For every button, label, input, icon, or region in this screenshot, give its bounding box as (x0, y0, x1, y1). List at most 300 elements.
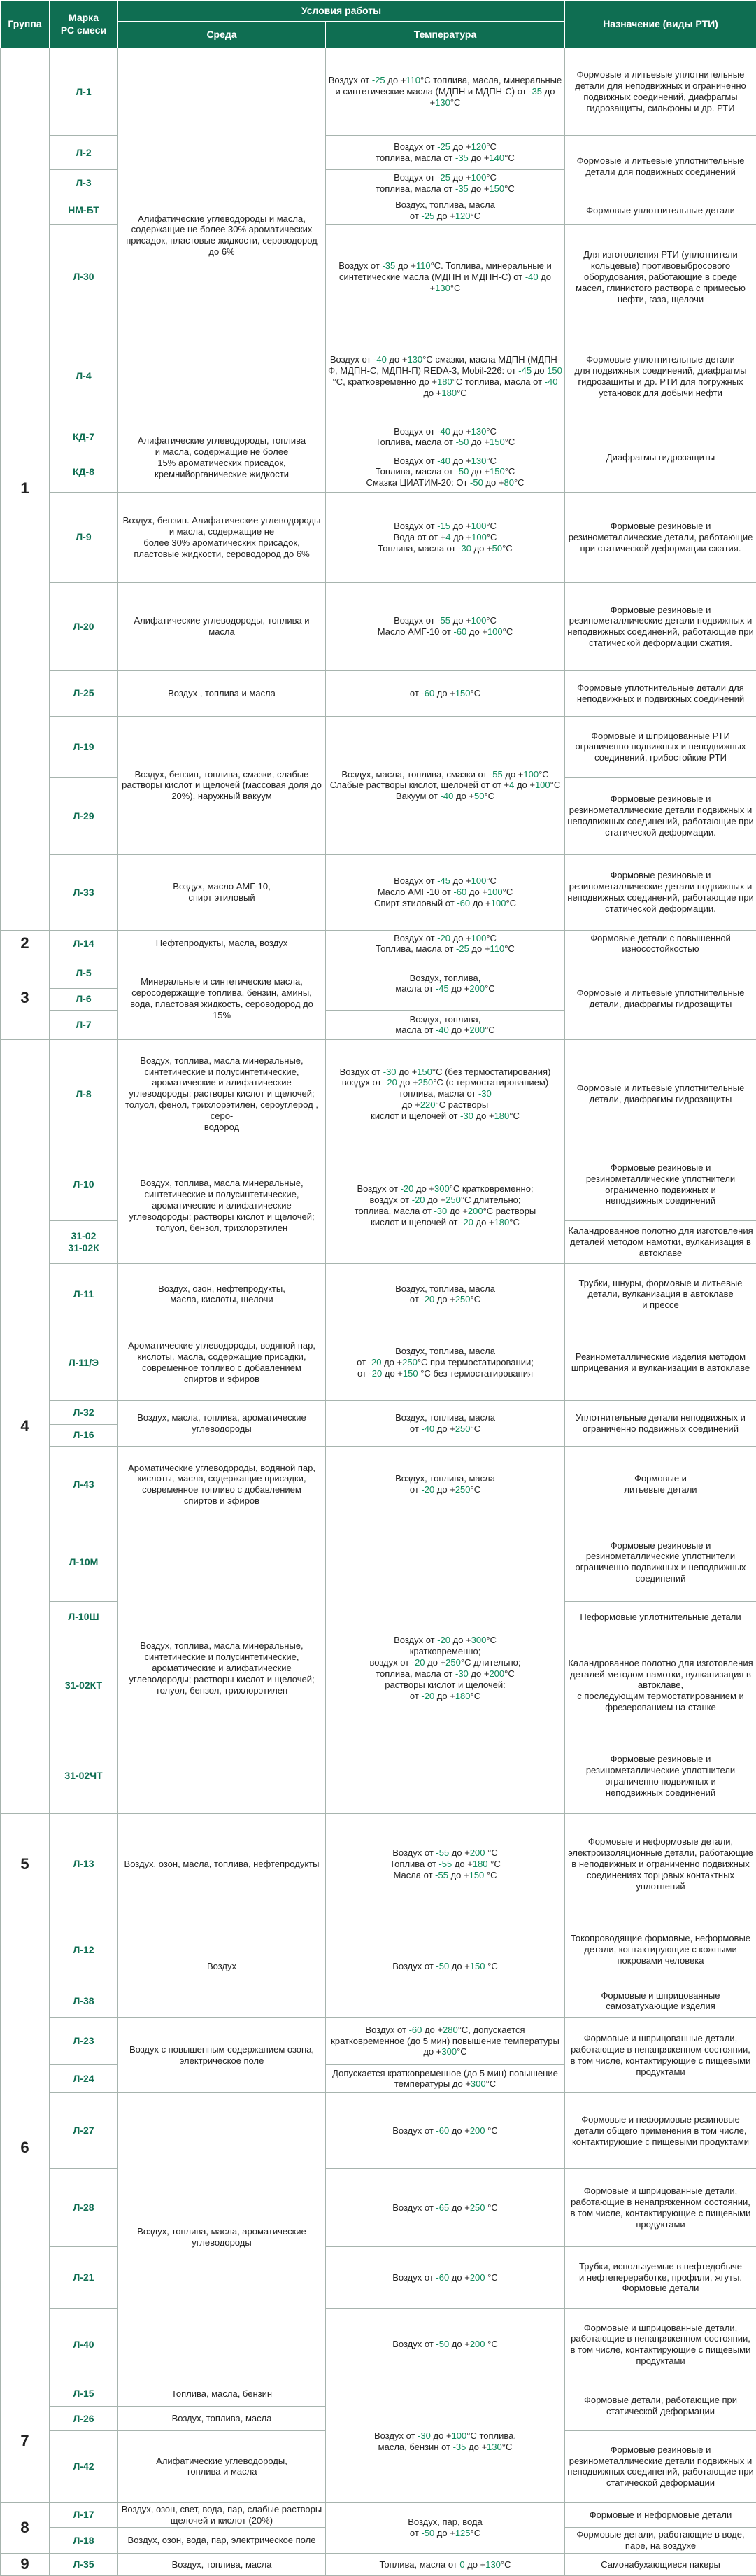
temperature-value: -20 (411, 1195, 425, 1206)
purpose-cell: Формовые резиновые и резинометаллические детали, работающие при статической деформации сжатия. (565, 493, 756, 582)
environment-cell: Воздух, масла, топлива, ароматические углеводороды (118, 1400, 326, 1446)
temperature-value: 0 (459, 2559, 465, 2570)
temperature-value: 150 (489, 183, 505, 194)
header-conditions: Условия работы (118, 1, 565, 22)
temperature-text: °C (485, 2339, 498, 2350)
purpose-cell: Формовые и шприцованные детали, работающие в ненапряженном состоянии, в том числе, контактирующие с пищевыми продуктами (565, 2169, 756, 2247)
mark-cell: Л-35 (50, 2554, 118, 2576)
temperature-cell (326, 493, 565, 582)
environment-cell: Ароматические углеводороды, водяной пар, кислоты, масла, содержащие присадки, современное топливо с добавлением спиртов и эфиров (118, 1446, 326, 1523)
environment-cell: Воздух (118, 1915, 326, 2018)
environment-cell: Алифатические углеводороды и масла, содержащие не более 30% ароматических присадок, пластовые жидкости, сероводород до 6% (118, 48, 326, 423)
temperature-text: Воздух от (392, 2125, 436, 2136)
temperature-value: 200 (469, 2272, 485, 2283)
environment-cell: Воздух, озон, вода, пар, электрическое поле (118, 2528, 326, 2554)
temperature-text: °C, кратковременно до + (332, 376, 437, 387)
temperature-text: °C растворы кислот и щелочей от (371, 1206, 536, 1227)
temperature-text: до + (448, 1025, 470, 1036)
temperature-text: Воздух от (392, 1960, 436, 1971)
temperature-value: -50 (455, 437, 469, 448)
temperature-text: °C (504, 437, 515, 448)
temperature-value: 250 (418, 1077, 434, 1088)
purpose-cell: Трубки, используемые в нефтедобыче и нефтепереработке, профили, жгуты. Формовые детали (565, 2247, 756, 2309)
temperature-text: °C (501, 2441, 513, 2452)
temperature-text: до + (449, 2202, 470, 2213)
temperature-value: -40 (435, 1025, 449, 1036)
temperature-text: до + (425, 1195, 446, 1206)
temperature-value: 150 (469, 1869, 485, 1880)
temperature-text: Воздух, топлива, масла от (395, 1412, 495, 1434)
temperature-value: 250 (445, 1657, 461, 1668)
temperature-value: -20 (437, 1635, 450, 1646)
temperature-text: до + (429, 86, 555, 108)
temperature-text: °C (485, 1960, 498, 1971)
temperature-text: °C Топлива, масла от (376, 932, 497, 955)
temperature-text: Воздух, топлива, масла от (395, 972, 481, 994)
group-cell: 9 (1, 2554, 50, 2576)
temperature-text: Допускается кратковременное (до 5 мин) повышение температуры до + (332, 2067, 558, 2090)
group-cell: 3 (1, 957, 50, 1040)
temperature-value: -20 (421, 1690, 435, 1701)
temperature-value: 180 (494, 1111, 510, 1122)
environment-cell: Воздух , топлива и масла (118, 670, 326, 716)
temperature-cell (326, 2093, 565, 2169)
temperature-text: °C (470, 1484, 481, 1495)
temperature-cell (326, 1915, 565, 2018)
header-mark: Марка РС смеси (50, 1, 118, 48)
mark-cell: Л-18 (50, 2528, 118, 2554)
temperature-text: до + (466, 626, 487, 638)
purpose-cell: Трубки, шнуры, формовые и литьевые детали, вулканизация в автоклаве и прессе (565, 1264, 756, 1325)
temperature-value: 300 (434, 1183, 450, 1195)
mark-cell: Л-5 (50, 957, 118, 989)
temperature-value: 200 (469, 1025, 485, 1036)
temperature-cell (326, 170, 565, 197)
temperature-text: °C (504, 943, 515, 955)
temperature-value: -50 (436, 1960, 450, 1971)
temperature-text: °C Масло АМГ-10 от (377, 615, 497, 638)
purpose-cell: Формовые резиновые и резинометаллические уплотнители ограниченно подвижных и неподвижных соединений (565, 1148, 756, 1221)
temperature-value: 200 (469, 2339, 485, 2350)
temperature-text: °C Топлива, масла от (375, 425, 497, 448)
mark-cell: 31-02КТ (50, 1633, 118, 1738)
purpose-cell: Формовые детали, работающие при статической деформации (565, 2381, 756, 2430)
temperature-value: 100 (471, 615, 487, 626)
temperature-value: -20 (368, 1357, 382, 1368)
temperature-cell (326, 854, 565, 930)
temperature-text: °C Топлива, масла от (375, 455, 497, 477)
environment-cell: Воздух, топлива, масла минеральные, синтетические и полусинтетические, ароматические и алифатические углеводороды; растворы кислот и щелочей; толуол, бензол, трихлорэтилен (118, 1523, 326, 1813)
temperature-text: до + (450, 615, 471, 626)
temperature-value: 130 (471, 425, 487, 437)
temperature-value: 100 (471, 172, 487, 183)
temperature-value: -55 (435, 1869, 448, 1880)
group-cell: 6 (1, 1915, 50, 2381)
temperature-text: до + (468, 1668, 490, 1679)
purpose-cell: Самонабухающиеся пакеры (565, 2554, 756, 2576)
purpose-cell: Формовые и литьевые уплотнительные детали для подвижных соединений (565, 136, 756, 197)
purpose-cell: Формовые и шприцованные детали, работающие в ненапряженном состоянии, в том числе, контактирующие с пищевыми продуктами (565, 2308, 756, 2381)
temperature-text: до + (469, 437, 490, 448)
temperature-value: 100 (490, 898, 506, 909)
temperature-text: Воздух, топлива, масла от (395, 1283, 495, 1305)
temperature-cell (326, 1148, 565, 1264)
mark-cell: Л-9 (50, 493, 118, 582)
temperature-value: 280 (443, 2024, 458, 2035)
purpose-cell: Формовые и литьевые детали (565, 1446, 756, 1523)
temperature-value: 150 (417, 1066, 432, 1077)
mark-cell: КД-8 (50, 451, 118, 493)
mark-cell: Л-42 (50, 2430, 118, 2502)
purpose-cell: Формовые детали с повышенной износостойкостью (565, 930, 756, 957)
temperature-value: 4 (509, 780, 515, 791)
temperature-value: 200 (469, 2125, 485, 2136)
temperature-text: °C без термостатирования (418, 1368, 534, 1379)
purpose-cell: Формовые резиновые и резинометаллические уплотнители ограниченно подвижных и неподвижных соединений (565, 1738, 756, 1814)
mark-cell: КД-7 (50, 423, 118, 451)
temperature-value: 4 (445, 532, 451, 543)
temperature-value: 250 (469, 2202, 485, 2213)
temperature-text: °C (506, 898, 517, 909)
group-cell: 7 (1, 2381, 50, 2502)
temperature-text: до + (450, 425, 471, 437)
temperature-text: Воздух, масла, топлива, смазки от (341, 768, 490, 780)
mark-cell: Л-16 (50, 1425, 118, 1447)
temperature-text: °C (485, 2078, 497, 2090)
temperature-text: °C. Топлива, минеральные и синтетические масла (МДПН и МДПН-С) от (338, 260, 552, 282)
temperature-text: до + (396, 1066, 418, 1077)
mark-cell: 31-02 31-02К (50, 1221, 118, 1264)
temperature-cell (326, 2247, 565, 2309)
temperature-value: 150 (490, 466, 505, 477)
environment-cell: Воздух, топлива, масла минеральные, синтетические и полусинтетические, ароматические и алифатические углеводороды; растворы кислот и щелочей; толуол, фенол, трихлорэтилен, сероуглерод , серо- водород (118, 1040, 326, 1148)
temperature-text: до + (422, 2024, 443, 2035)
temperature-value: -60 (408, 2024, 422, 2035)
temperature-value: 100 (471, 532, 487, 543)
temperature-text: Воздух от (394, 425, 438, 437)
temperature-cell (326, 582, 565, 670)
temperature-value: -45 (435, 983, 449, 994)
temperature-text: °C смазки, масла МДПН (МДПН-Ф, МДПН-С, МДПН-П) REDA-3, Mobil-226: от (328, 354, 561, 376)
temperature-value: -25 (437, 172, 450, 183)
temperature-value: -20 (437, 932, 450, 943)
temperature-value: -15 (437, 521, 450, 532)
temperature-text: до + (450, 875, 471, 887)
temperature-value: -50 (455, 466, 469, 477)
temperature-value: -20 (421, 1294, 435, 1305)
temperature-cell (326, 670, 565, 716)
mark-cell: Л-30 (50, 224, 118, 330)
temperature-text: до + (450, 455, 471, 466)
temperature-text: Воздух от (392, 2202, 436, 2213)
mark-cell: Л-17 (50, 2502, 118, 2528)
mark-cell: Л-43 (50, 1446, 118, 1523)
temperature-text: до + (453, 791, 475, 802)
mark-cell: Л-32 (50, 1400, 118, 1425)
temperature-value: 180 (494, 1216, 510, 1227)
temperature-text: до + (471, 542, 492, 554)
temperature-text: до + (434, 1294, 455, 1305)
temperature-value: -40 (525, 271, 539, 282)
temperature-text: до + (466, 887, 487, 898)
temperature-text: до + (483, 477, 504, 488)
temperature-text: °C (485, 1025, 495, 1036)
temperature-value: 130 (471, 455, 487, 466)
temperature-text: °C топлива, масла, минеральные и синтетические масла (МДПН и МДПН-С) от (335, 75, 562, 97)
temperature-value: -25 (437, 141, 450, 153)
mark-cell: Л-13 (50, 1814, 118, 1915)
environment-cell: Воздух, масло АМГ-10, спирт этиловый (118, 854, 326, 930)
temperature-value: 200 (469, 983, 485, 994)
temperature-text: °C (502, 542, 513, 554)
temperature-value: 50 (492, 542, 503, 554)
temperature-text: Воздух от (394, 455, 438, 466)
temperature-text: °C (470, 1294, 481, 1305)
temperature-value: 50 (474, 791, 485, 802)
group-cell: 1 (1, 48, 50, 931)
mark-cell: Л-10Ш (50, 1601, 118, 1633)
purpose-cell: Неформовые уплотнительные детали (565, 1601, 756, 1633)
purpose-cell: Формовые резиновые и резинометаллические детали подвижных и неподвижных соединений, работающие при статической деформации (565, 2430, 756, 2502)
temperature-text: Воздух, топлива, масла от (395, 1013, 481, 1036)
mark-cell: Л-25 (50, 670, 118, 716)
group-cell: 4 (1, 1040, 50, 1814)
mark-cell: Л-28 (50, 2169, 118, 2247)
environment-cell: Воздух с повышенным содержанием озона, электрическое поле (118, 2018, 326, 2093)
temperature-value: -50 (436, 2339, 450, 2350)
temperature-value: 120 (471, 141, 487, 153)
temperature-value: -35 (455, 183, 469, 194)
mark-cell: Л-4 (50, 330, 118, 423)
environment-cell: Воздух, бензин. Алифатические углеводороды и масла, содержащие не более 30% ароматических присадок, пластовые жидкости, сероводород до 6% (118, 493, 326, 582)
temperature-text: °C (без термостатирования) воздух от (341, 1066, 551, 1088)
temperature-value: -30 (434, 1206, 448, 1217)
temperature-cell (326, 451, 565, 493)
temperature-value: 300 (470, 2078, 486, 2090)
temperature-cell (326, 2554, 565, 2576)
temperature-value: 150 (547, 365, 562, 376)
temperature-text: Воздух, топлива, масла от (357, 1346, 495, 1368)
temperature-value: 250 (455, 1423, 471, 1434)
temperature-text: °C топлива, масла от (376, 172, 497, 194)
temperature-text: Воздух от (392, 1847, 436, 1859)
temperature-value: -50 (470, 477, 483, 488)
temperature-cell (326, 2502, 565, 2553)
temperature-text: °C Вода от от + (393, 521, 497, 543)
temperature-text: до + (434, 210, 455, 221)
temperature-value: 300 (441, 2046, 457, 2057)
mark-cell: Л-20 (50, 582, 118, 670)
environment-cell: Воздух, топлива, масла минеральные, синтетические и полусинтетические, ароматические и алифатические углеводороды; растворы кислот и щелочей; толуол, бензол, трихлорэтилен (118, 1148, 326, 1264)
purpose-cell: Формовые резиновые и резинометаллические детали подвижных и неподвижных соединений, работающие при статической деформации сжатия. (565, 582, 756, 670)
temperature-text: °C (485, 983, 495, 994)
temperature-value: 140 (489, 153, 505, 164)
temperature-value: 180 (437, 376, 452, 387)
temperature-text: °C (502, 626, 513, 638)
temperature-text: до + (434, 1423, 455, 1434)
temperature-text: Воздух, топлива, масла от (395, 1473, 495, 1495)
mark-cell: Л-1 (50, 48, 118, 136)
temperature-text: до + (450, 141, 471, 153)
header-temperature: Температура (326, 22, 565, 48)
temperature-text: Воздух от (394, 172, 438, 183)
environment-cell: Воздух, топлива, масла (118, 2407, 326, 2431)
temperature-value: -45 (437, 875, 450, 887)
temperature-text: до + (434, 688, 455, 699)
environment-cell: Алифатические углеводороды, топлива и масла (118, 582, 326, 670)
temperature-text: до + (395, 260, 416, 272)
temperature-text: до + (448, 1869, 469, 1880)
temperature-value: 100 (451, 2430, 467, 2441)
temperature-text: °C (470, 688, 481, 699)
temperature-text: °C Масла от (393, 1859, 501, 1880)
temperature-value: -55 (437, 615, 450, 626)
temperature-value: -20 (411, 1657, 425, 1668)
temperature-cell (326, 2308, 565, 2381)
temperature-value: -60 (436, 2125, 450, 2136)
temperature-text: до + (514, 780, 535, 791)
temperature-text: до + (450, 521, 471, 532)
environment-cell: Алифатические углеводороды, топлива и масла (118, 2430, 326, 2502)
temperature-value: -20 (384, 1077, 397, 1088)
temperature-text: °C Топлива, масла от (378, 532, 497, 554)
temperature-value: 130 (487, 2441, 502, 2452)
temperature-text: до + (434, 1484, 455, 1495)
temperature-text: Воздух от (338, 260, 383, 272)
mark-cell: 31-02ЧТ (50, 1738, 118, 1814)
temperature-cell (326, 717, 565, 855)
temperature-value: 130 (485, 2559, 501, 2570)
temperature-text: Воздух от (394, 141, 438, 153)
temperature-value: -20 (460, 1216, 473, 1227)
temperature-text: до + (386, 354, 408, 365)
temperature-cell (326, 1040, 565, 1148)
temperature-text: °C (500, 2559, 511, 2570)
temperature-text: до + (425, 1657, 446, 1668)
temperature-value: -40 (437, 425, 450, 437)
temperature-value: 250 (445, 1195, 461, 1206)
temperature-text: °C кратковременно; воздух от (369, 1183, 534, 1206)
temperature-text: °C (470, 2527, 481, 2538)
temperature-cell (326, 423, 565, 451)
temperature-text: до + (447, 1206, 468, 1217)
temperature-text: Воздух, пар, вода от (408, 2517, 483, 2538)
temperature-text: до + (464, 2559, 486, 2570)
temperature-text: °C Вакуум от (395, 780, 561, 802)
temperature-text: Воздух от (373, 2430, 418, 2441)
temperature-cell (326, 1325, 565, 1400)
temperature-value: 300 (471, 1635, 487, 1646)
temperature-text: до + (468, 153, 490, 164)
temperature-value: -35 (452, 2441, 466, 2452)
temperature-value: -35 (382, 260, 396, 272)
temperature-text: Воздух, топлива, масла от (395, 199, 495, 221)
temperature-text: до + (449, 1960, 470, 1971)
temperature-text: Воздух от (394, 615, 438, 626)
temperature-value: -25 (371, 75, 385, 86)
temperature-text: Воздух от (339, 1066, 383, 1077)
temperature-cell (326, 1523, 565, 1813)
temperature-text: °C кратковременно; воздух от (369, 1635, 497, 1668)
temperature-value: 200 (469, 1847, 485, 1859)
temperature-value: -60 (457, 898, 471, 909)
purpose-cell: Каландрованное полотно для изготовления деталей методом намотки, вулканизация в автоклаве (565, 1221, 756, 1264)
environment-cell: Воздух, озон, нефтепродукты, масла, кислоты, щелочи (118, 1264, 326, 1325)
temperature-cell (326, 1446, 565, 1523)
temperature-text: до (532, 365, 548, 376)
temperature-value: 110 (406, 75, 421, 86)
temperature-value: 150 (469, 1960, 485, 1971)
mark-cell: Л-24 (50, 2064, 118, 2093)
temperature-value: 110 (415, 260, 431, 272)
temperature-value: -60 (421, 688, 435, 699)
temperature-text: Топлива, масла от (379, 2559, 460, 2570)
temperature-value: -40 (440, 791, 454, 802)
temperature-text: Воздух от (394, 932, 438, 943)
temperature-text: до + (423, 387, 442, 398)
temperature-value: -25 (421, 210, 435, 221)
temperature-value: 250 (402, 1357, 418, 1368)
temperature-value: 80 (504, 477, 514, 488)
temperature-value: 130 (435, 97, 450, 108)
mark-cell: Л-21 (50, 2247, 118, 2309)
temperature-value: -30 (455, 1668, 469, 1679)
temperature-cell (326, 1814, 565, 1915)
temperature-text: до + (397, 1077, 418, 1088)
mark-cell: Л-40 (50, 2308, 118, 2381)
temperature-value: 120 (455, 210, 471, 221)
environment-cell: Минеральные и синтетические масла, серосодержащие топлива, бензин, амины, вода, пластовая жидкость, сероводород до 15% (118, 957, 326, 1040)
temperature-value: 100 (471, 875, 487, 887)
temperature-text: °C (470, 1690, 481, 1701)
temperature-text: Воздух от (365, 2024, 409, 2035)
temperature-value: -60 (453, 887, 467, 898)
temperature-value: 100 (471, 932, 487, 943)
temperature-value: -40 (437, 455, 450, 466)
temperature-text: до + (450, 172, 471, 183)
temperature-text: до + (449, 2272, 470, 2283)
purpose-cell: Диафрагмы гидрозащиты (565, 423, 756, 493)
group-cell: 2 (1, 930, 50, 957)
temperature-text: °C длительно; топлива, масла от (354, 1195, 521, 1217)
temperature-cell (326, 1400, 565, 1446)
purpose-cell: Формовые детали, работающие в воде, паре, на воздухе (565, 2528, 756, 2554)
temperature-value: -55 (436, 1847, 450, 1859)
temperature-text: до + (502, 768, 524, 780)
purpose-cell: Формовые резиновые и резинометаллические детали подвижных и неподвижных соединений, работающие при статической деформации. (565, 777, 756, 854)
temperature-text: °C (470, 210, 481, 221)
temperature-value: -45 (518, 365, 532, 376)
environment-cell: Алифатические углеводороды, топлива и масла, содержащие не более 15% ароматических присадок, кремнийорганические жидкости (118, 423, 326, 493)
temperature-cell (326, 197, 565, 224)
temperature-text: до + (470, 898, 491, 909)
temperature-text: °C (484, 1869, 497, 1880)
temperature-value: -30 (478, 1088, 492, 1099)
purpose-cell: Уплотнительные детали неподвижных и ограниченно подвижных соединений (565, 1400, 756, 1446)
temperature-text: до + (469, 943, 490, 955)
header-purpose: Назначение (виды РТИ) (565, 1, 756, 48)
temperature-text: Воздух от (392, 2272, 436, 2283)
temperature-text: °C Масло АМГ-10 от (377, 875, 497, 898)
temperature-value: -40 (544, 376, 558, 387)
temperature-text: °C (450, 97, 461, 108)
mark-cell: Л-15 (50, 2381, 118, 2407)
temperature-text: до + (448, 983, 470, 994)
temperature-cell (326, 48, 565, 136)
temperature-value: -40 (421, 1423, 435, 1434)
purpose-cell: Для изготовления РТИ (уплотнители кольцевые) противовыбросового оборудования, работающие в среде масел, глинистого раствора с примесью нефти, газа, щелочи (565, 224, 756, 330)
purpose-cell: Формовые и литьевые уплотнительные детали, диафрагмы гидрозащиты (565, 957, 756, 1040)
